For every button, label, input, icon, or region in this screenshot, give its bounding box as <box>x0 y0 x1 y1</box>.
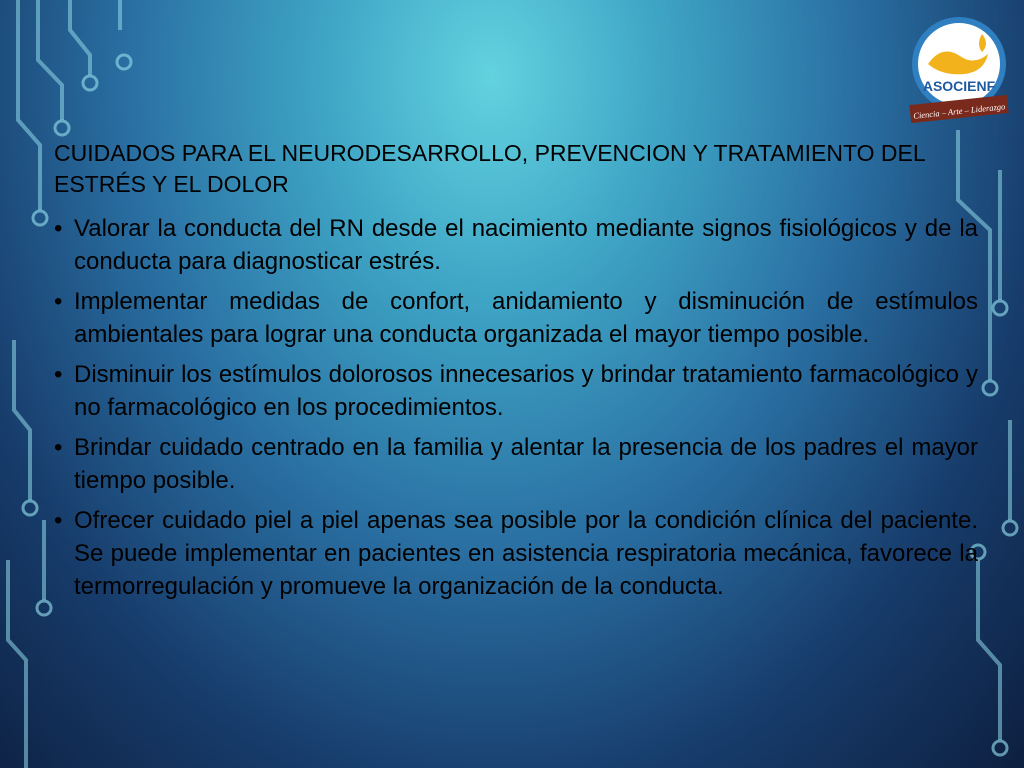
bullet-list <box>54 212 978 603</box>
logo-tagline: Ciencia – Arte – Liderazgo <box>912 101 1006 121</box>
bullet-icon: • <box>54 361 63 388</box>
slide-content <box>54 138 978 610</box>
slide-title: CUIDADOS PARA EL NEURODESARROLLO, PREVENCION Y TRATAMIENTO DEL ESTRÉS Y EL DOLOR <box>54 140 925 197</box>
bullet-text: Brindar cuidado centrado en la familia y alentar la presencia de los padres el mayor tiempo posible. <box>74 434 978 494</box>
list-item <box>54 212 978 278</box>
lamp-icon <box>902 14 1016 128</box>
bullet-icon: • <box>54 215 63 242</box>
asocienf-logo <box>902 14 1016 128</box>
bullet-icon: • <box>54 507 63 534</box>
bullet-text: Implementar medidas de confort, anidamiento y disminución de estímulos ambientales para lograr una conducta organizada el mayor tiempo posible. <box>74 288 978 348</box>
bullet-text: Valorar la conducta del RN desde el nacimiento mediante signos fisiológicos y de la conducta para diagnosticar estrés. <box>74 215 978 275</box>
list-item <box>54 504 978 603</box>
bullet-icon: • <box>54 288 63 315</box>
list-item <box>54 431 978 497</box>
bullet-text: Disminuir los estímulos dolorosos innecesarios y brindar tratamiento farmacológico y no farmacológico en los procedimientos. <box>74 361 978 421</box>
list-item <box>54 285 978 351</box>
bullet-text: Ofrecer cuidado piel a piel apenas sea posible por la condición clínica del paciente. Se puede implementar en pacientes en asistencia respiratoria mecánica, favorece la termorregulación y promueve la organización de la conducta. <box>74 507 978 600</box>
list-item <box>54 358 978 424</box>
logo-name: ASOCIENF <box>922 78 996 94</box>
bullet-icon: • <box>54 434 63 461</box>
